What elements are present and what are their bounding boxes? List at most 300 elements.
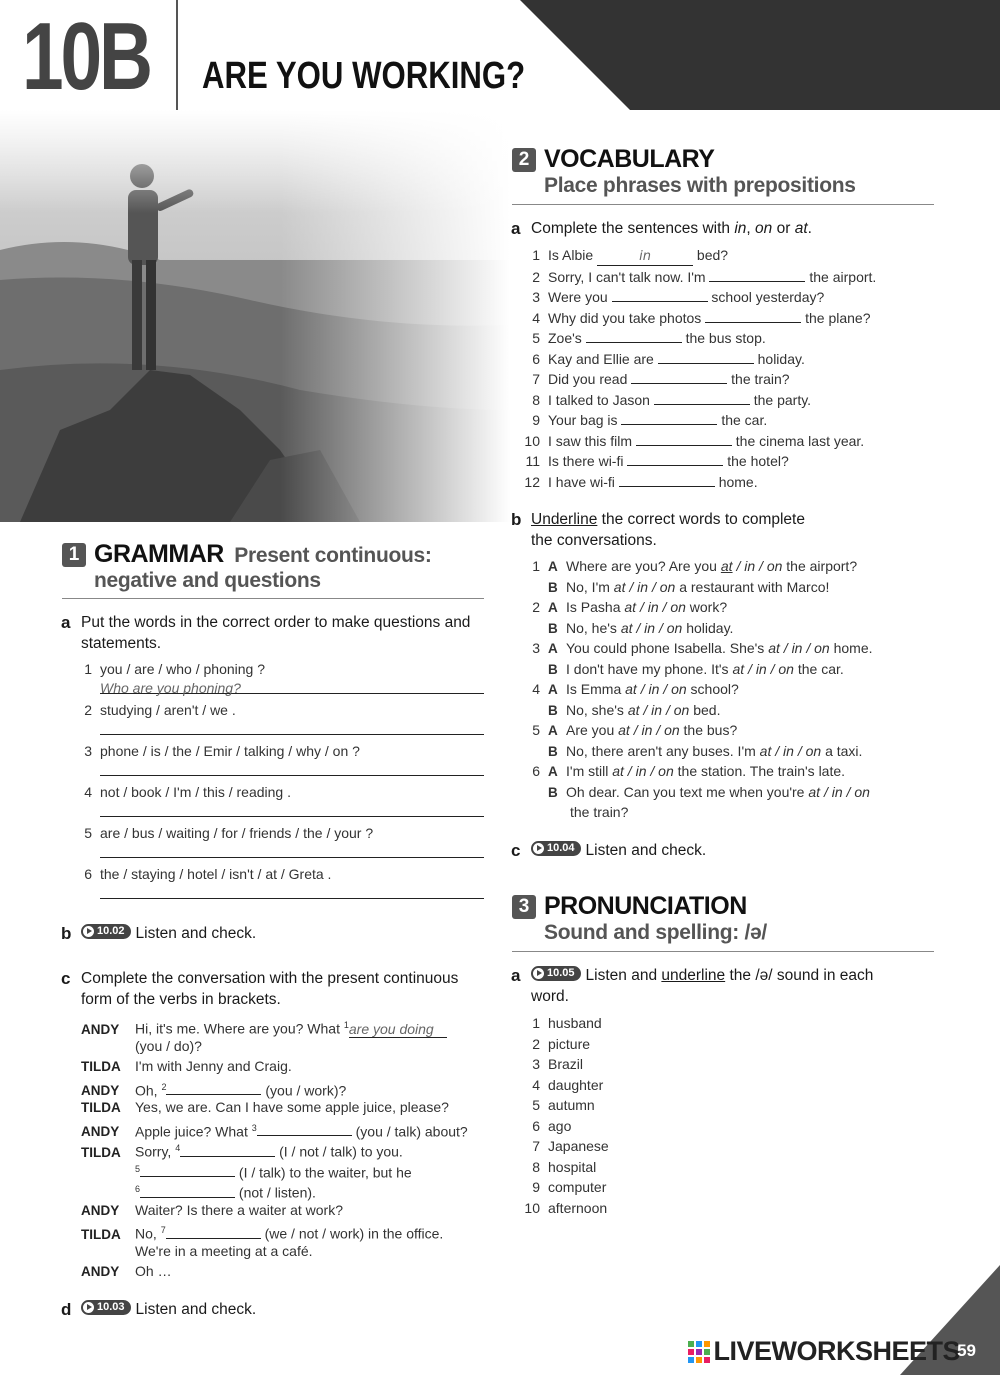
word[interactable]: computer [548, 1179, 607, 1195]
speaker: ANDY [81, 1264, 120, 1279]
answer-blank[interactable] [636, 431, 732, 446]
item-number: 1 [532, 1015, 540, 1031]
answer-line[interactable] [100, 898, 484, 899]
item-number: 7 [532, 371, 540, 387]
option-word[interactable]: on [659, 578, 676, 595]
conversation-line [522, 639, 873, 658]
exercise-item [80, 824, 373, 842]
option-word[interactable]: at [768, 640, 780, 656]
word[interactable]: Brazil [548, 1056, 584, 1072]
line-text-end: (you / work)? [261, 1082, 347, 1099]
dialogue-line [81, 1242, 313, 1260]
section-subtitle-2: negative and questions [94, 569, 321, 592]
item-number: 3 [532, 640, 540, 656]
item-text: I talked to Jason [548, 391, 654, 408]
line-text-end: the bus? [679, 722, 738, 738]
word-options [721, 558, 783, 574]
option-word[interactable]: at [612, 763, 624, 779]
answer-blank[interactable] [621, 410, 717, 425]
option-separator: / [629, 722, 642, 738]
word-item [522, 1199, 607, 1217]
item-prompt: the / staying / hotel / isn't / at / Greta . [100, 866, 332, 882]
word-in: in [734, 220, 747, 237]
option-word[interactable]: on [673, 701, 690, 718]
word[interactable]: picture [548, 1035, 591, 1052]
speaker: ANDY [81, 1021, 120, 1037]
speaker: TILDA [81, 1226, 121, 1242]
dialogue-line [81, 1119, 468, 1142]
answer-blank[interactable] [140, 1162, 235, 1177]
option-word[interactable]: in [783, 742, 794, 759]
grammar-task-d [61, 1300, 257, 1321]
word-item [522, 1117, 571, 1135]
conversation-line [522, 742, 862, 761]
speaker-letter: A [548, 641, 558, 656]
dialogue-line [81, 1160, 412, 1182]
option-word[interactable]: in [648, 681, 660, 697]
item-number: 9 [532, 412, 540, 428]
conversation-continuation: the train? [570, 804, 629, 820]
answer-blank[interactable] [166, 1224, 261, 1239]
word-options [768, 640, 830, 656]
line-text: Yes, we are. Can I have some apple juice, please? [135, 1099, 449, 1115]
option-word[interactable]: at [613, 578, 626, 595]
item-text-end: home. [714, 473, 758, 490]
option-word[interactable]: in [791, 640, 803, 656]
task-text: Listen and [585, 967, 662, 984]
word-options [612, 763, 674, 779]
speaker-letter: B [548, 579, 558, 595]
speaker: TILDA [81, 1100, 121, 1115]
item-text: Is Albie [548, 247, 598, 263]
item-number: 4 [532, 309, 540, 326]
answer-blank[interactable] [140, 1183, 235, 1198]
exercise-item [522, 410, 767, 429]
task-text-end: the /ə/ sound in each [725, 967, 874, 984]
vocab-task-a [511, 219, 812, 240]
line-text: Is Pasha [566, 599, 625, 615]
line-text: Oh dear. Can you text me when you're [566, 783, 809, 800]
item-text-end: school yesterday? [707, 289, 825, 305]
gap-number: 2 [161, 1081, 167, 1092]
line-text-end: school? [686, 681, 739, 697]
task-letter: c [61, 969, 71, 988]
item-prompt: studying / aren't / we . [100, 702, 236, 718]
speaker: ANDY [81, 1202, 120, 1218]
option-word[interactable]: at [624, 599, 637, 615]
dialogue-line [81, 1262, 172, 1281]
word-item [522, 1137, 609, 1155]
item-number: 2 [84, 702, 92, 718]
answer-blank[interactable]: in [597, 251, 693, 266]
word[interactable]: husband [548, 1015, 602, 1031]
task-text: Listen and check. [585, 842, 707, 859]
word-item [522, 1055, 583, 1073]
exercise-item [522, 328, 766, 347]
option-word[interactable]: on [778, 660, 794, 677]
liveworksheets-logo[interactable] [688, 1336, 960, 1367]
gap-number: 3 [251, 1122, 257, 1133]
conversation-line [522, 619, 733, 638]
gap-number: 5 [135, 1163, 141, 1174]
item-number: 9 [532, 1179, 540, 1195]
item-number: 1 [532, 247, 540, 263]
option-word[interactable]: at [620, 619, 633, 636]
track-number: 10.03 [97, 1301, 125, 1314]
grammar-task-b [61, 924, 257, 945]
answer-line[interactable] [100, 775, 484, 776]
speaker-letter: B [548, 784, 558, 800]
play-icon[interactable] [81, 1300, 131, 1315]
speaker: ANDY [81, 1083, 120, 1099]
item-number: 10 [524, 1199, 540, 1216]
option-word[interactable]: in [651, 701, 663, 718]
answer-blank[interactable] [586, 328, 682, 343]
conversation-line [522, 557, 857, 576]
option-word[interactable]: in [755, 660, 767, 677]
option-word[interactable]: on [854, 783, 870, 800]
item-number: 6 [532, 350, 540, 367]
exercise-item [80, 783, 291, 801]
item-text: Kay and Ellie are [548, 350, 658, 367]
line-text: Oh … [135, 1263, 172, 1279]
item-text: Were you [548, 289, 612, 305]
word-item [522, 1096, 595, 1114]
option-separator: / [659, 681, 672, 697]
option-separator: / [793, 742, 806, 759]
line-text: I'm still [566, 763, 613, 779]
section-title: VOCABULARY [544, 145, 715, 173]
word[interactable]: ago [548, 1117, 572, 1134]
speaker-letter: B [548, 620, 558, 636]
option-separator: / [648, 578, 660, 595]
task-letter: a [61, 613, 71, 632]
item-number: 6 [532, 1117, 540, 1134]
item-text-end: the bus stop. [681, 330, 766, 346]
line-text-end: (I / talk) to the waiter, but he [235, 1164, 412, 1181]
option-word[interactable]: at [618, 722, 630, 738]
word-item [522, 1178, 606, 1196]
line-text-end: holiday. [682, 619, 734, 636]
answer-line[interactable] [100, 734, 484, 735]
item-text-end: the airport. [805, 268, 877, 285]
item-number: 4 [532, 1076, 540, 1093]
option-word[interactable]: on [814, 640, 830, 656]
line-text-end: work? [685, 599, 728, 615]
line-text: (you / do)? [135, 1037, 202, 1054]
line-text: I don't have my phone. It's [566, 660, 733, 677]
item-number: 3 [84, 743, 92, 759]
item-text-end: the party. [749, 391, 812, 408]
section-subtitle: Present continuous: [234, 544, 432, 567]
answer-blank[interactable] [631, 369, 727, 384]
option-word[interactable]: in [644, 619, 656, 636]
option-separator: / [646, 763, 659, 779]
option-word[interactable]: on [666, 619, 683, 636]
word-options [621, 620, 683, 636]
speaker-letter: A [548, 764, 558, 779]
item-text-end: the train? [727, 371, 790, 387]
answer-blank[interactable] [705, 308, 801, 323]
item-number: 12 [524, 473, 540, 490]
play-icon[interactable] [531, 966, 581, 981]
option-word[interactable]: at [627, 701, 640, 718]
line-text: We're in a meeting at a café. [135, 1242, 313, 1259]
lesson-title: ARE YOU WORKING? [202, 55, 526, 97]
gap-number: 6 [135, 1184, 141, 1194]
option-separator: / [636, 681, 649, 697]
item-number: 4 [532, 681, 540, 697]
answer-blank[interactable] [180, 1142, 275, 1157]
answer-blank[interactable] [612, 287, 708, 302]
item-prompt: not / book / I'm / this / reading . [100, 784, 291, 800]
item-number: 10 [524, 432, 540, 449]
pron-task-a [511, 966, 921, 1007]
task-instruction: Complete the sentences with [531, 220, 735, 237]
line-text: Apple juice? What [135, 1123, 252, 1140]
option-separator: / [625, 578, 638, 595]
option-word[interactable]: in [641, 722, 653, 738]
option-separator: / [732, 558, 745, 574]
line-text-end: the station. The train's late. [673, 763, 846, 779]
task-text: Listen and check. [135, 1301, 257, 1318]
word[interactable]: hospital [548, 1158, 597, 1175]
speaker-letter: A [548, 682, 558, 697]
section-number: 2 [512, 148, 536, 172]
section-rule [512, 204, 934, 205]
item-number: 5 [532, 330, 540, 346]
speaker: ANDY [81, 1124, 120, 1140]
grammar-task-a [61, 613, 481, 654]
exercise-item [522, 246, 728, 266]
word-at: at [794, 220, 808, 237]
exercise-item [80, 660, 265, 678]
corner-decoration [520, 0, 1000, 110]
word[interactable]: Japanese [548, 1138, 609, 1154]
conversation-line [522, 660, 844, 679]
option-word[interactable]: on [766, 558, 783, 574]
line-text: I'm with Jenny and Craig. [135, 1058, 292, 1074]
option-separator: / [842, 783, 855, 800]
exercise-item [522, 431, 864, 450]
page-number: 59 [957, 1341, 976, 1360]
answer-line[interactable] [100, 857, 484, 858]
option-word[interactable]: at [625, 681, 637, 697]
line-text: No, [135, 1225, 161, 1242]
play-icon[interactable] [81, 924, 131, 939]
dialogue-line [81, 1139, 403, 1162]
option-separator: / [744, 660, 756, 677]
line-text: Where are you? Are you [566, 558, 721, 574]
answer-blank[interactable] [166, 1080, 261, 1095]
line-text: You could phone Isabella. She's [566, 640, 769, 656]
item-text: Your bag is [548, 412, 622, 428]
answer-blank[interactable] [619, 472, 715, 487]
option-separator: / [771, 742, 784, 759]
item-prompt: are / bus / waiting / for / friends / the / your ? [100, 825, 374, 841]
item-text-end: bed? [693, 247, 729, 263]
play-icon[interactable] [531, 841, 581, 856]
option-word[interactable]: in [744, 558, 756, 574]
section-rule [62, 598, 484, 599]
line-text: No, I'm [566, 578, 614, 595]
option-word[interactable]: at [759, 742, 772, 759]
item-number: 6 [532, 763, 540, 779]
item-number: 1 [84, 661, 92, 677]
exercise-item [80, 865, 331, 883]
item-text: Did you read [548, 371, 632, 387]
track-number: 10.04 [547, 842, 575, 855]
section-number: 1 [62, 543, 86, 567]
task-instruction-2: the conversations. [531, 531, 657, 549]
line-text-end: (not / listen). [235, 1184, 316, 1201]
option-separator: / [662, 701, 674, 718]
dialogue-line [81, 1201, 343, 1220]
word-options [760, 743, 822, 759]
separator: or [772, 220, 795, 237]
exercise-item [522, 390, 811, 409]
option-word[interactable]: on [670, 599, 686, 615]
item-number: 11 [525, 453, 540, 469]
option-word[interactable]: in [635, 763, 647, 779]
item-text-end: holiday. [753, 350, 805, 367]
item-text-end: the cinema last year. [731, 432, 865, 449]
word-options [618, 722, 680, 738]
word[interactable]: daughter [548, 1076, 604, 1093]
vocab-task-c [511, 841, 707, 862]
option-word[interactable]: at [720, 558, 733, 574]
option-word[interactable]: in [647, 599, 659, 615]
line-text-end: bed. [689, 701, 721, 718]
speaker-letter: B [548, 661, 558, 677]
option-separator: / [652, 722, 665, 738]
item-number: 2 [532, 599, 540, 615]
dialogue-line [81, 1078, 346, 1101]
line-text-end: a restaurant with Marco! [675, 578, 830, 595]
speaker-letter: A [548, 600, 558, 615]
word[interactable]: autumn [548, 1097, 595, 1113]
line-text-end: the car. [793, 660, 844, 677]
dialogue-line [81, 1016, 447, 1039]
answer-blank[interactable] [709, 267, 805, 282]
speaker-letter: A [548, 559, 558, 574]
speaker-letter: A [548, 723, 558, 738]
liveworksheets-logo-icon [688, 1341, 710, 1363]
gap-number: 1 [343, 1020, 349, 1030]
section-title: PRONUNCIATION [544, 892, 747, 920]
dialogue-line [81, 1180, 316, 1202]
vocab-task-b [511, 510, 805, 551]
conversation-line [522, 721, 737, 740]
line-text: Is Emma [566, 681, 626, 697]
vocabulary-header [512, 145, 856, 198]
line-text: Waiter? Is there a waiter at work? [135, 1201, 344, 1218]
line-text: No, there aren't any buses. I'm [566, 742, 760, 759]
option-separator: / [820, 783, 832, 800]
option-separator: / [632, 619, 645, 636]
item-text: Why did you take photos [548, 309, 706, 326]
line-text: Hi, it's me. Where are you? What [135, 1020, 344, 1037]
option-word[interactable]: in [637, 578, 649, 595]
line-text-end: (you / talk) about? [351, 1123, 468, 1140]
word-options [614, 579, 676, 595]
option-separator: / [755, 558, 767, 574]
conversation-line [522, 578, 829, 597]
dialogue-line [81, 1221, 443, 1244]
exercise-item [522, 472, 758, 491]
option-word[interactable]: on [805, 742, 822, 759]
gap-number: 7 [160, 1225, 166, 1235]
item-number: 2 [532, 1035, 540, 1052]
item-text: Is there wi-fi [548, 453, 628, 469]
option-word[interactable]: in [831, 783, 843, 800]
conversation-line [522, 701, 720, 720]
line-text: No, she's [566, 701, 628, 718]
separator: , [746, 220, 756, 237]
word-options [628, 702, 690, 718]
answer-blank[interactable]: are you doing [349, 1023, 447, 1038]
word-item [522, 1035, 590, 1053]
item-text-end: the car. [717, 412, 768, 428]
line-text-end: a taxi. [821, 742, 863, 759]
line-text-end: home. [829, 640, 873, 656]
item-prompt: phone / is / the / Emir / talking / why / on ? [100, 743, 360, 759]
option-separator: / [639, 701, 652, 718]
item-number: 8 [532, 1158, 540, 1175]
word-options [808, 784, 870, 800]
answer-blank[interactable] [257, 1121, 352, 1136]
line-text-end: (I / not / talk) to you. [275, 1143, 403, 1160]
speaker-letter: B [548, 702, 558, 718]
conversation-line [522, 598, 727, 617]
hiker-photo [0, 110, 510, 522]
word[interactable]: afternoon [548, 1199, 608, 1216]
speaker: TILDA [81, 1144, 121, 1160]
option-word[interactable]: at [808, 783, 821, 800]
option-word[interactable]: on [671, 681, 687, 697]
item-number: 5 [84, 825, 92, 841]
section-rule [512, 951, 934, 952]
item-number: 5 [532, 722, 540, 738]
option-word[interactable]: on [658, 763, 674, 779]
task-letter: a [511, 219, 521, 238]
answer-blank[interactable] [627, 451, 723, 466]
exercise-item [522, 349, 805, 368]
speaker: TILDA [81, 1059, 121, 1074]
item-text-end: the plane? [801, 309, 871, 326]
word-on: on [755, 220, 773, 237]
item-number: 2 [532, 268, 540, 285]
exercise-item [522, 451, 789, 470]
answer-blank[interactable] [658, 349, 754, 364]
track-number: 10.05 [547, 967, 575, 980]
dialogue-line-continued [135, 1037, 202, 1055]
task-text-2: word. [531, 987, 569, 1005]
item-text: I have wi-fi [548, 473, 619, 490]
option-word[interactable]: at [732, 660, 745, 677]
option-word[interactable]: on [664, 722, 680, 738]
option-separator: / [779, 640, 792, 656]
option-separator: / [802, 640, 815, 656]
pronunciation-header [512, 892, 767, 945]
section-number: 3 [512, 895, 536, 919]
option-separator: / [766, 660, 779, 677]
track-number: 10.02 [97, 925, 125, 938]
answer-blank[interactable] [654, 390, 750, 405]
answer-line[interactable] [100, 816, 484, 817]
word-item [522, 1014, 602, 1032]
item-text-end: the hotel? [723, 453, 789, 469]
